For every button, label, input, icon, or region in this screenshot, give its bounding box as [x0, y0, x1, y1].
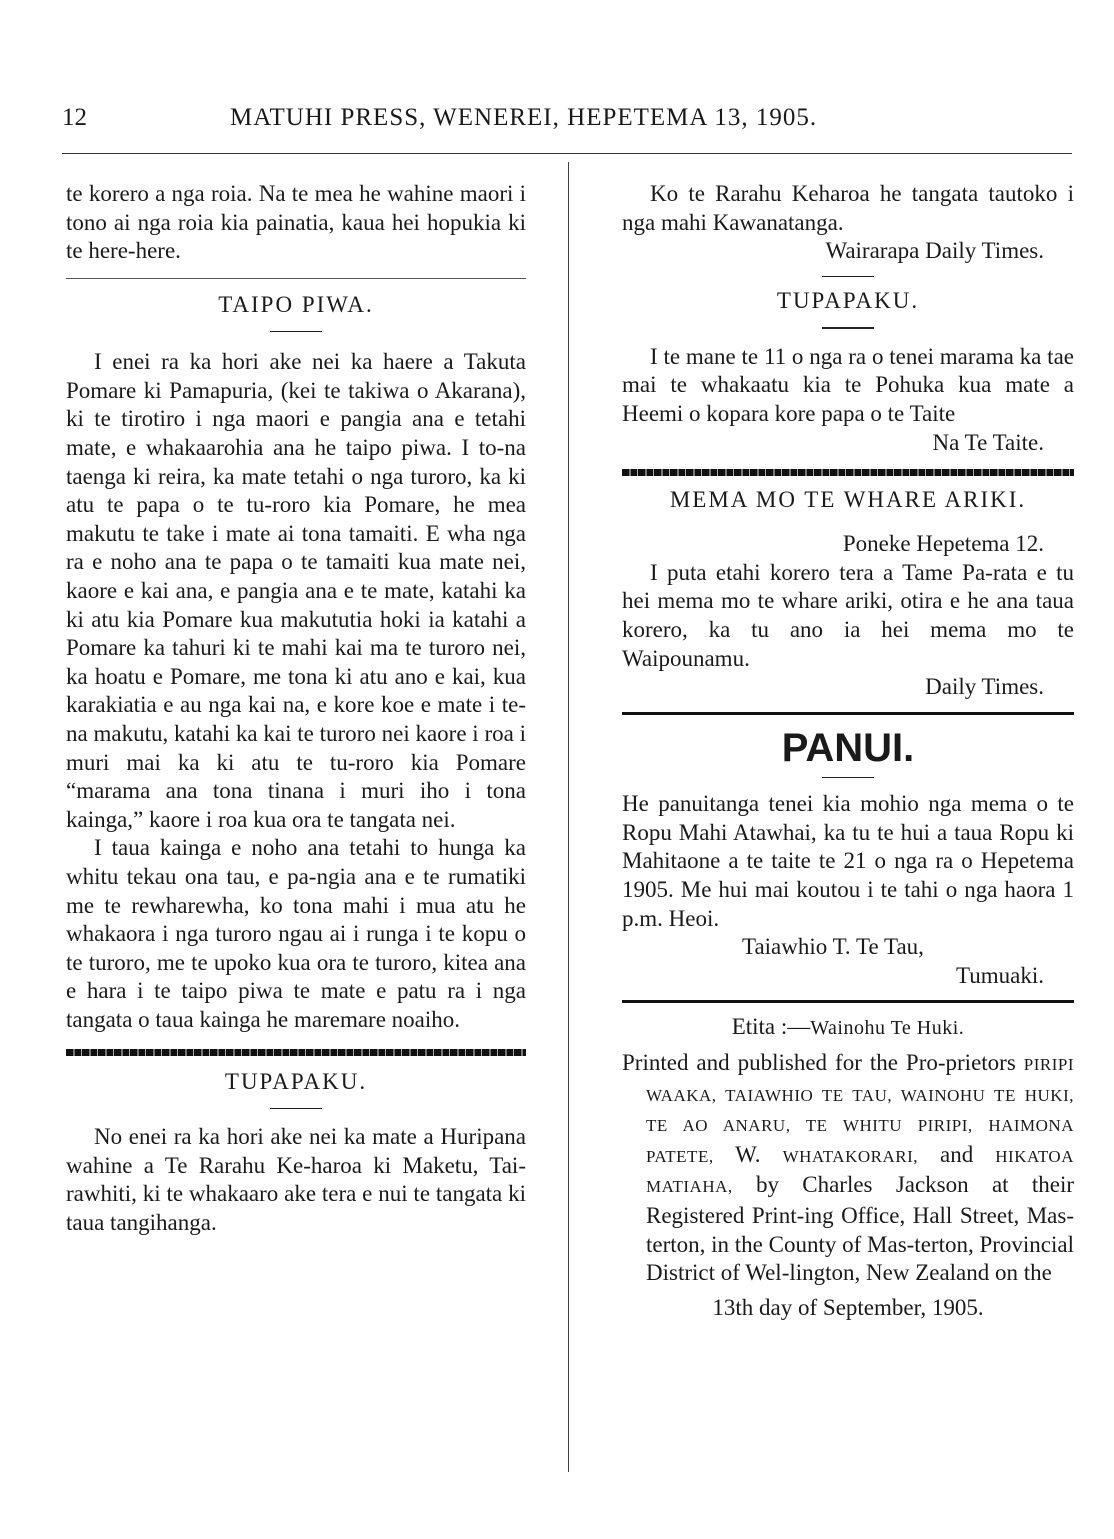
continued-article-text-right: Ko te Rarahu Keharoa he tangata tautoko i nga mahi Kawanatanga. [622, 181, 1074, 235]
masthead-rule [62, 153, 1072, 154]
section-rule-heavy [622, 1000, 1074, 1003]
page-number: 12 [62, 104, 87, 131]
imprint-proprietors: HIKATOA MATIAHA, [646, 1146, 1074, 1197]
imprint-text-part: W. [713, 1141, 783, 1167]
heading-rule [822, 276, 874, 278]
imprint-text-part: Printed and published for the Pro-prietors [622, 1049, 1024, 1075]
masthead-title: MATUHI PRESS, WENEREI, HEPETEMA 13, 1905. [230, 104, 818, 131]
masthead [62, 104, 1072, 138]
taipo-piwa-heading: TAIPO PIWA. [218, 291, 374, 317]
panui-heading: PANUI. [781, 725, 915, 770]
taipo-piwa-paragraph-2: I taua kainga e noho ana tetahi to hunga ka whitu tekau ona tau, e pa-ngia ana e te rumatiki me te rewharewha, ko tona mahi i mua atu he whakaora i nga turoro ngau ai i runga i te kopu o te turoro, me te upoko kua ora te turoro, kitea ana e hara i te taipo piwa te mate e patu ra i nga tangata o taua kainga he maremare noaiho. [66, 835, 526, 1032]
imprint-text [622, 1049, 1074, 1288]
imprint-date: 13th day of September, 1905. [712, 1294, 984, 1320]
tupapaku-paragraph-right: I te mane te 11 o nga ra o tenei marama ka tae mai te whakaatu kia te Pohuka kua mate a Heemi o kopara kore papa o te Taite [622, 343, 1074, 426]
mema-dateline: Poneke Hepetema 12. [842, 531, 1044, 557]
section-rule-decorative [66, 1049, 526, 1056]
imprint-text-part: by Charles Jackson at their Registered Print-ing Office, Hall Street, Mas-terton, in the County of Mas-terton, Provincial District of Wel-lington, New Zealand on the [646, 1172, 1074, 1286]
imprint-proprietors: WHATAKORARI, [782, 1146, 918, 1166]
panui-signature-name: Taiawhio T. Te Tau, [742, 934, 924, 960]
column-divider [568, 162, 569, 1472]
tupapaku-paragraph-left: No enei ra ka hori ake nei ka mate a Huripana wahine a Te Rarahu Ke-haroa ki Maketu, Tai-rawhiti, ki te whakaaro ake tera e nui te tangata ki taua tangihanga. [66, 1124, 526, 1235]
section-rule-heavy [622, 712, 1074, 715]
continued-article-text: te korero a nga roia. Na te mea he wahine maori i tono ai nga roia kia painatia, kaua hei hopukia ki te here-here. [66, 181, 526, 264]
section-rule [66, 278, 526, 279]
editor-line [622, 1013, 1074, 1043]
heading-rule [822, 777, 874, 779]
right-column [622, 180, 1074, 1322]
source-credit: Wairarapa Daily Times. [825, 238, 1044, 264]
tupapaku-heading-right: TUPAPAKU. [776, 288, 920, 314]
left-column [66, 180, 526, 1237]
panui-paragraph: He panuitanga tenei kia mohio nga mema o te Ropu Mahi Atawhai, ka tu te hui a taua Ropu ki Mahitaone a te taite te 21 o nga ra o Hepetema 1905. Me hui mai koutou i te tahi o nga haora 1 p.m. Heoi. [622, 791, 1074, 931]
taipo-piwa-paragraph-1: I enei ra ka hori ake nei ka haere a Takuta Pomare ki Pamapuria, (kei te takiwa o Akarana), ki te tirotiro i nga maori e pangia ana e tetahi mate, e whakaarohia ana he taipo piwa. I to-na taenga ki reira, ka mate tetahi o nga turoro, ka ki atu te papa o te tu-roro kia Pomare, he mea makutu te take i mate ai tona tamaiti. E wha nga ra e noho ana te papa o te tamaiti kua mate nei, kaore e kai ana, e pangia ana e te mate, katahi ka ki atu kia Pomare kua makututia hoki ia katahi a Pomare ka tahuri ki te mahi kai ma te turoro nei, ka hoatu e Pomare, me tona ki atu ano e kai, kua karakiatia e au nga kai na, e kore koe e mate i te-na makutu, katahi ka kai te turoro nei kaore i roa i muri mai ka ki atu te tu-roro kia Pomare “marama ana tona tinana i muri iho i tona kainga,” kaore i roa kua ora te tangata nei. [66, 349, 526, 832]
panui-signature-title: Tumuaki. [956, 962, 1044, 988]
mema-heading: MEMA MO TE WHARE ARIKI. [669, 487, 1027, 513]
section-rule-decorative [622, 469, 1074, 476]
heading-rule [822, 327, 874, 329]
imprint-text-part: and [918, 1141, 996, 1167]
heading-rule [270, 331, 322, 333]
heading-rule [270, 1108, 322, 1110]
imprint-proprietors: PIRIPI WAAKA, TAIAWHIO TE TAU, WAINOHU TE HUKI, TE AO ANARU, TE WHITU PIRIPI, HAIMONA PATETE, [646, 1054, 1074, 1166]
tupapaku-heading-left: TUPAPAKU. [224, 1068, 368, 1094]
source-credit: Na Te Taite. [932, 429, 1044, 455]
editor-label: Etita :— [731, 1014, 811, 1040]
editor-name: Wainohu Te Huki. [810, 1017, 965, 1040]
mema-paragraph: I puta etahi korero tera a Tame Pa-rata e tu hei mema mo te whare ariki, otira e he ana taua korero, ka tu ano ia hei mema mo te Waipounamu. [622, 559, 1074, 671]
source-credit: Daily Times. [925, 674, 1044, 700]
